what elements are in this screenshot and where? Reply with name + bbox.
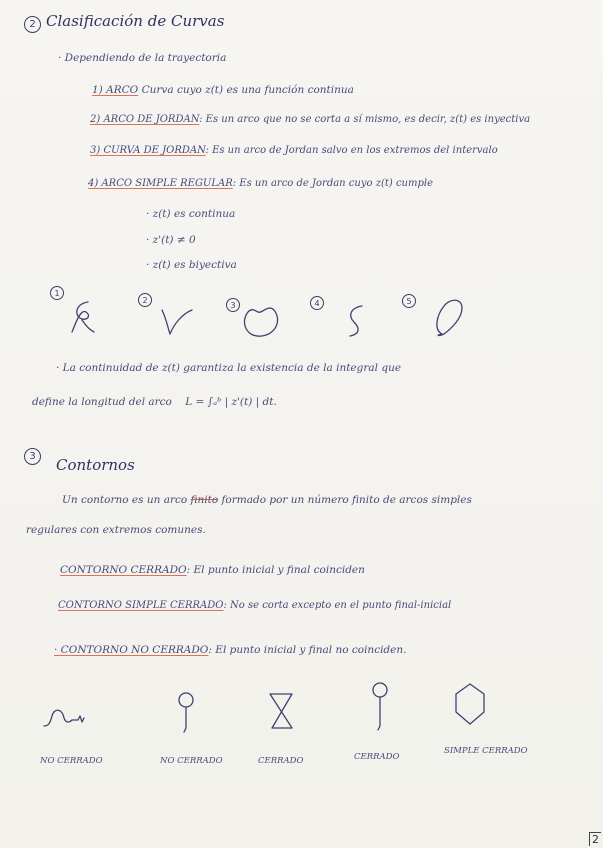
section-number-text: 2 bbox=[29, 19, 36, 30]
caption-simple-cerrado: SIMPLE CERRADO bbox=[444, 746, 528, 756]
fig-number-text: 3 bbox=[230, 300, 236, 310]
arc-length-formula: L = ∫ₐᵇ | z'(t) | dt. bbox=[185, 396, 277, 408]
caption-cerrado-1: CERRADO bbox=[258, 756, 304, 766]
def-contorno-cerrado bbox=[60, 564, 365, 576]
fig-number-text: 2 bbox=[142, 295, 148, 305]
condition-derivada: · z'(t) ≠ 0 bbox=[146, 234, 196, 246]
def-contorno-cerrado-text: : El punto inicial y final coinciden bbox=[186, 564, 365, 576]
section-number-2 bbox=[24, 16, 41, 33]
sketch-closed-contour-1 bbox=[264, 690, 298, 734]
sketch-closed-curve bbox=[428, 296, 468, 340]
def-contorno-simple-cerrado-text: : No se corta excepto en el punto final-inicial bbox=[223, 600, 452, 611]
section-title-clasificacion: Clasificación de Curvas bbox=[46, 12, 225, 30]
condition-continua: · z(t) es continua bbox=[146, 208, 236, 220]
fig-number-4 bbox=[310, 296, 324, 310]
contorno-definition-line1 bbox=[62, 494, 472, 506]
item4 bbox=[88, 178, 433, 189]
paragraph-continuidad-line1: · La continuidad de z(t) garantiza la existencia de la integral que bbox=[56, 362, 402, 374]
item3 bbox=[90, 145, 498, 156]
item4-text: : Es un arco de Jordan cuyo z(t) cumple bbox=[232, 178, 433, 189]
contorno-definition-line2: regulares con extremos comunes. bbox=[26, 524, 206, 536]
fig-number-text: 4 bbox=[314, 298, 320, 308]
item1 bbox=[92, 84, 354, 96]
fig-number-1 bbox=[50, 286, 64, 300]
caption-no-cerrado-1: NO CERRADO bbox=[40, 756, 103, 766]
item2-text: : Es un arco que no se corta a sí mismo, es decir, z(t) es inyectiva bbox=[199, 114, 531, 125]
def-contorno-simple-cerrado bbox=[58, 600, 451, 611]
item3-text: : Es un arco de Jordan salvo en los extremos del intervalo bbox=[205, 145, 498, 156]
fig-number-text: 1 bbox=[54, 288, 60, 298]
paragraph-continuidad-line2 bbox=[32, 396, 277, 408]
item1-label: 1) ARCO bbox=[92, 84, 139, 96]
section-number-text: 3 bbox=[29, 451, 36, 462]
subtitle-trayectoria: · Dependiendo de la trayectoria bbox=[58, 52, 227, 64]
paragraph-continuidad-text: define la longitud del arco bbox=[32, 396, 172, 408]
def-contorno-no-cerrado-text: : El punto inicial y final no coinciden. bbox=[208, 644, 407, 656]
def-contorno-cerrado-label: CONTORNO CERRADO bbox=[60, 564, 187, 576]
item2-label: 2) ARCO DE JORDAN bbox=[90, 114, 200, 125]
sketch-jordan-arc bbox=[158, 302, 198, 338]
contorno-def-b: formado por un número finito de arcos simples bbox=[221, 494, 472, 506]
def-contorno-simple-cerrado-label: CONTORNO SIMPLE CERRADO bbox=[58, 600, 224, 611]
sketch-simple-regular-arc bbox=[342, 302, 372, 342]
sketch-closed-contour-2 bbox=[366, 680, 396, 736]
caption-no-cerrado-2: NO CERRADO bbox=[160, 756, 223, 766]
caption-cerrado-2: CERRADO bbox=[354, 752, 400, 762]
item1-text: Curva cuyo z(t) es una función continua bbox=[141, 84, 354, 96]
sketch-open-contour-1 bbox=[40, 700, 106, 730]
sketch-open-contour-2 bbox=[172, 690, 202, 738]
item4-label: 4) ARCO SIMPLE REGULAR bbox=[88, 178, 233, 189]
fig-number-2 bbox=[138, 293, 152, 307]
item3-label: 3) CURVA DE JORDAN bbox=[90, 145, 206, 156]
section-number-3 bbox=[24, 448, 41, 465]
condition-biyectiva: · z(t) es biyectiva bbox=[146, 259, 237, 271]
page-number: 2 bbox=[589, 832, 601, 846]
section-title-contornos: Contornos bbox=[56, 456, 135, 474]
sketch-simple-closed-contour bbox=[450, 680, 490, 728]
def-contorno-no-cerrado bbox=[54, 644, 406, 656]
sketch-jordan-curve bbox=[238, 302, 288, 342]
fig-number-text: 5 bbox=[406, 296, 412, 306]
contorno-def-strike: finito bbox=[190, 494, 219, 506]
def-contorno-no-cerrado-label: · CONTORNO NO CERRADO bbox=[54, 644, 209, 656]
fig-number-5 bbox=[402, 294, 416, 308]
sketch-self-crossing-arc bbox=[66, 298, 106, 338]
contorno-def-a: Un contorno es un arco bbox=[62, 494, 188, 506]
item2 bbox=[90, 114, 530, 125]
